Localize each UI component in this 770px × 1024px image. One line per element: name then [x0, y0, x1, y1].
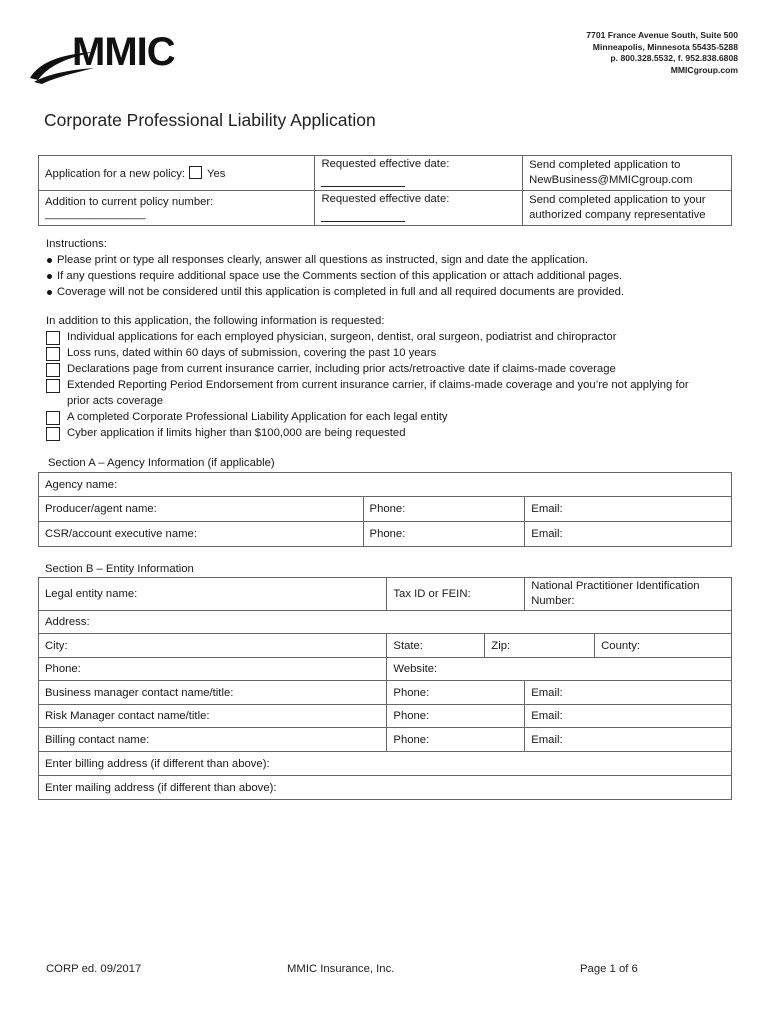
csr-phone-field[interactable] [363, 522, 525, 547]
instruction-item: If any questions require additional space use the Comments section of this application or attach additional pages. [46, 268, 736, 284]
state-field[interactable] [387, 634, 485, 658]
send-to-email-cell [523, 156, 732, 191]
email-label: Email: [531, 503, 563, 515]
producer-email-field[interactable] [525, 497, 732, 522]
tax-id-label: Tax ID or FEIN: [393, 588, 471, 600]
send-to-rep-line1: Send completed application to your [529, 194, 706, 206]
csr-email-field[interactable] [525, 522, 732, 547]
mmic-logo [28, 28, 188, 92]
state-label: State: [393, 639, 423, 652]
city-field[interactable] [39, 634, 387, 658]
section-a-heading: Section A – Agency Information (if applicable) [48, 457, 275, 469]
instructions-block [46, 236, 736, 300]
document-title: Corporate Professional Liability Application [44, 110, 376, 130]
requirements-heading: In addition to this application, the following information is requested: [46, 315, 385, 327]
website-field[interactable] [387, 658, 732, 681]
requirement-label: A completed Corporate Professional Liability Application for each legal entity [67, 411, 448, 423]
requirement-label: Loss runs, dated within 60 days of submission, covering the past 10 years [67, 347, 437, 359]
billing-contact-label: Billing contact name: [45, 733, 150, 746]
footer-page-number: Page 1 of 6 [580, 963, 638, 975]
requirement-item [46, 361, 736, 377]
email-label: Email: [531, 733, 563, 746]
email-label: Email: [531, 528, 563, 540]
send-to-rep-cell [523, 191, 732, 226]
phone-label: Phone: [393, 686, 430, 699]
phone-label: Phone: [369, 528, 406, 540]
requested-date-field-2[interactable] [321, 211, 516, 225]
contact-city: Minneapolis, Minnesota 55435-5288 [592, 41, 738, 52]
requirement-item [46, 329, 736, 345]
zip-label: Zip: [491, 639, 511, 652]
email-label: Email: [531, 710, 563, 722]
requirement-item [46, 425, 736, 441]
county-field[interactable] [595, 634, 732, 658]
csr-name-label: CSR/account executive name: [45, 528, 197, 540]
send-to-email[interactable]: NewBusiness@MMICgroup.com [529, 174, 693, 186]
footer-company: MMIC Insurance, Inc. [287, 963, 395, 975]
business-manager-label: Business manager contact name/title: [45, 686, 234, 699]
risk-manager-field[interactable] [39, 705, 387, 728]
requested-date-label-2: Requested effective date: [321, 193, 450, 205]
entity-info-table [38, 577, 732, 800]
contact-address: 7701 France Avenue South, Suite 500 [586, 30, 738, 40]
email-label: Email: [531, 686, 563, 699]
requirement-label: Extended Reporting Period Endorsement from current insurance carrier, if claims-made coverage and you’re not applying for prior acts coverage [67, 379, 689, 407]
requirement-item [46, 377, 697, 409]
billing-contact-phone-field[interactable] [387, 728, 525, 752]
business-manager-field[interactable] [39, 681, 387, 705]
billing-address-label: Enter billing address (if different than above): [45, 757, 270, 770]
risk-manager-email-field[interactable] [525, 705, 732, 728]
requirement-checkbox[interactable] [46, 363, 60, 377]
agency-info-table [38, 472, 732, 547]
send-to-rep-line2: authorized company representative [529, 209, 706, 221]
npi-label-line1: National Practitioner Identification [531, 580, 700, 592]
instructions-heading: Instructions: [46, 238, 107, 250]
npi-field[interactable] [525, 578, 732, 611]
footer-edition: CORP ed. 09/2017 [46, 963, 142, 975]
mailing-address-label: Enter mailing address (if different than above): [45, 781, 277, 794]
requirement-checkbox[interactable] [46, 379, 60, 393]
requirement-checkbox[interactable] [46, 331, 60, 345]
tax-id-field[interactable] [387, 578, 525, 611]
instruction-item: Please print or type all responses clearly, answer all questions as instructed, sign and date the application. [46, 252, 736, 268]
requested-date-cell-2 [315, 191, 523, 226]
new-policy-label: Application for a new policy: [45, 168, 186, 180]
phone-label: Phone: [369, 503, 406, 515]
new-policy-cell [39, 156, 315, 191]
legal-entity-field[interactable] [39, 578, 387, 611]
logo-text: MMIC [72, 30, 175, 74]
requirement-checkbox[interactable] [46, 411, 60, 425]
phone-label: Phone: [393, 710, 430, 722]
county-label: County: [601, 639, 641, 652]
yes-label: Yes [207, 168, 226, 180]
address-label: Address: [45, 616, 90, 628]
website-label: Website: [393, 663, 438, 675]
requirement-label: Individual applications for each employed physician, surgeon, dentist, oral surgeon, podiatrist and chiropractor [67, 331, 617, 343]
phone-label: Phone: [393, 733, 430, 746]
send-to-label: Send completed application to [529, 159, 681, 171]
contact-phone-fax: p. 800.328.5532, f. 952.838.6808 [610, 53, 738, 63]
csr-name-field[interactable] [39, 522, 364, 547]
requirement-label: Cyber application if limits higher than $100,000 are being requested [67, 427, 406, 439]
contact-website[interactable]: MMICgroup.com [670, 64, 738, 75]
section-b-heading: Section B – Entity Information [45, 563, 194, 575]
addition-cell [39, 191, 315, 226]
risk-manager-phone-field[interactable] [387, 705, 525, 728]
risk-manager-label: Risk Manager contact name/title: [45, 710, 210, 722]
requirement-label: Declarations page from current insurance carrier, including prior acts/retroactive date if claims-made coverage [67, 363, 616, 375]
agency-name-field[interactable] [39, 473, 732, 497]
city-label: City: [45, 639, 68, 652]
addition-to-policy-field[interactable]: Addition to current policy number: ________________ [45, 196, 214, 220]
billing-contact-email-field[interactable] [525, 728, 732, 752]
business-manager-phone-field[interactable] [387, 681, 525, 705]
contact-block [586, 30, 738, 76]
phone-label: Phone: [45, 663, 81, 675]
requested-date-field-1[interactable] [321, 176, 516, 190]
requirements-block [46, 313, 736, 441]
billing-contact-field[interactable] [39, 728, 387, 752]
address-field[interactable] [39, 611, 732, 634]
requirement-item [46, 345, 736, 361]
agency-name-label: Agency name: [45, 478, 118, 491]
zip-field[interactable] [485, 634, 595, 658]
npi-label-line2: Number: [531, 595, 575, 607]
policy-request-table [38, 155, 732, 226]
yes-checkbox[interactable] [189, 166, 202, 179]
legal-entity-label: Legal entity name: [45, 588, 138, 600]
requested-date-cell-1 [315, 156, 523, 191]
requirement-checkbox[interactable] [46, 427, 60, 441]
requirement-checkbox[interactable] [46, 347, 60, 361]
requested-date-label-1: Requested effective date: [321, 158, 450, 170]
business-manager-email-field[interactable] [525, 681, 732, 705]
entity-phone-field[interactable] [39, 658, 387, 681]
requirement-item [46, 409, 736, 425]
producer-phone-field[interactable] [363, 497, 525, 522]
producer-name-label: Producer/agent name: [45, 503, 157, 515]
instruction-item: Coverage will not be considered until this application is completed in full and all required documents are provided. [46, 284, 736, 300]
producer-name-field[interactable] [39, 497, 364, 522]
billing-address-field[interactable] [39, 752, 732, 776]
mailing-address-field[interactable] [39, 776, 732, 800]
